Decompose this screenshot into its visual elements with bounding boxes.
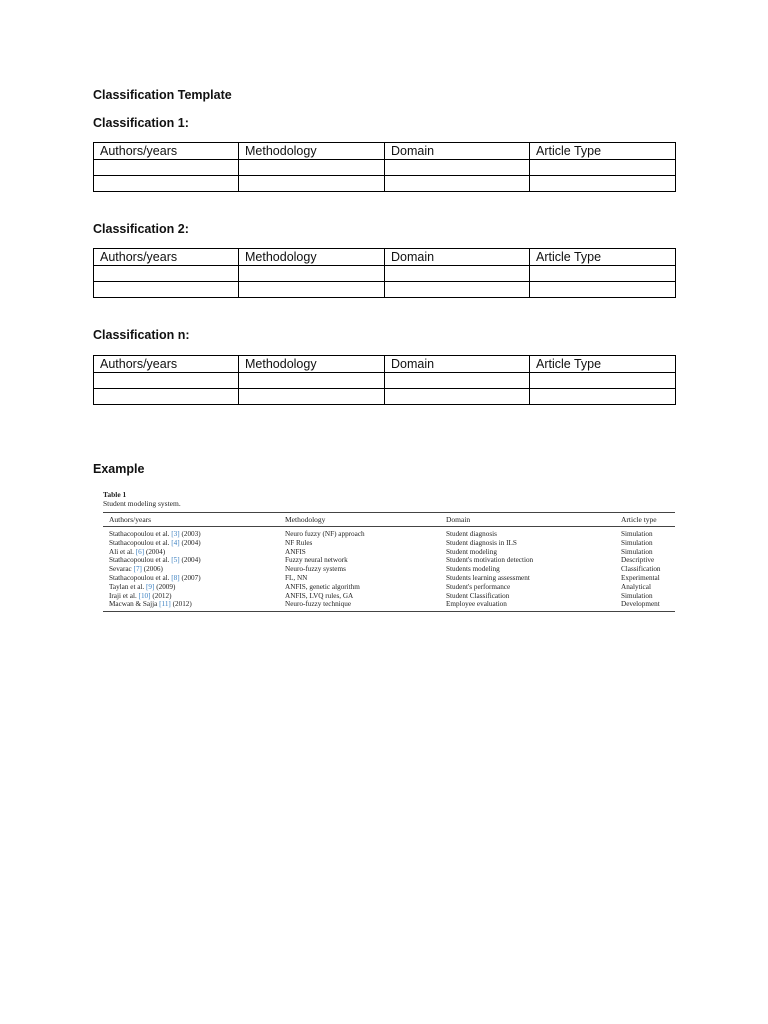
example-table [103,512,675,612]
column-header-methodology: Methodology [239,143,385,160]
example-cell-article-type: Development [621,600,660,609]
table-header-row [94,143,676,160]
reference-link[interactable]: [6] [135,547,145,556]
classification-2-table [93,248,676,298]
example-cell-domain: Student modeling [446,547,497,556]
example-row [103,565,675,574]
column-header-domain: Domain [385,143,530,160]
example-cell-methodology: Neuro-fuzzy technique [285,600,352,609]
example-cell-author [103,565,279,574]
example-row [103,574,675,583]
example-table-body [103,527,675,612]
author-year: (2012) [152,591,172,600]
table-row [94,282,676,298]
example-row [103,548,675,557]
author-year: (2004) [145,547,166,556]
table-cell[interactable] [385,266,530,282]
classification-1-table [93,142,676,192]
author-name: Ali et al. [109,547,134,556]
table-cell[interactable] [94,176,239,192]
example-column-header-domain: Domain [440,513,615,527]
table-row [94,160,676,176]
column-header-methodology: Methodology [239,249,385,266]
table-cell[interactable] [385,282,530,298]
column-header-authors: Authors/years [94,249,239,266]
reference-link[interactable]: [4] [171,538,180,547]
example-cell-methodology: FL, NN [285,573,308,582]
author-name: Sevarac [109,565,132,574]
reference-link[interactable]: [10] [138,591,151,600]
example-cell-methodology: Neuro-fuzzy systems [285,565,346,574]
example-cell-methodology: Neuro fuzzy (NF) approach [285,530,365,538]
author-name: Stathacopoulou et al. [109,538,170,547]
author-name: Iraji et al. [109,591,137,600]
column-header-article-type: Article Type [530,356,676,373]
author-year: (2012) [172,600,192,609]
table-cell[interactable] [94,373,239,389]
example-cell-methodology: Fuzzy neural network [285,556,348,565]
classification-n-table [93,355,676,405]
example-cell-domain: Student diagnosis in ILS [446,538,517,547]
table-cell[interactable] [239,176,385,192]
example-cell-author [103,583,279,592]
author-year: (2003) [181,530,201,538]
example-cell-author [103,600,279,611]
classification-2-label: Classification 2: [93,222,189,236]
example-cell-methodology: ANFIS, genetic algorithm [285,582,360,591]
column-header-methodology: Methodology [239,356,385,373]
example-cell-domain: Students modeling [446,565,500,574]
example-cell-domain: Students learning assessment [446,573,530,582]
reference-link[interactable]: [5] [171,556,180,565]
example-cell-author [103,527,279,539]
author-year: (2006) [143,565,163,574]
example-cell-article-type: Classification [621,565,661,574]
table-cell[interactable] [530,389,676,405]
table-cell[interactable] [239,282,385,298]
example-cell-article-type: Simulation [621,538,653,547]
example-heading: Example [93,462,145,476]
table-header-row [94,249,676,266]
classification-1-label: Classification 1: [93,116,189,130]
table-cell[interactable] [385,176,530,192]
example-cell-article-type: Simulation [621,547,653,556]
example-cell-domain: Student Classification [446,591,510,600]
table-cell[interactable] [385,389,530,405]
table-cell[interactable] [530,176,676,192]
table-cell[interactable] [385,373,530,389]
table-row [94,266,676,282]
example-column-header-methodology: Methodology [279,513,440,527]
example-cell-article-type: Simulation [621,530,653,538]
example-cell-article-type: Simulation [621,591,653,600]
reference-link[interactable]: [9] [146,582,155,591]
author-year: (2004) [181,538,201,547]
classification-n-label: Classification n: [93,328,190,342]
author-year: (2007) [181,573,201,582]
example-row [103,539,675,548]
reference-link[interactable]: [11] [159,600,171,609]
example-cell-author [103,556,279,565]
reference-link[interactable]: [3] [171,530,180,538]
example-cell-author [103,574,279,583]
example-cell-methodology: NF Rules [285,538,313,547]
column-header-authors: Authors/years [94,143,239,160]
example-row [103,592,675,601]
example-cell-author [103,548,279,557]
reference-link[interactable]: [7] [133,565,142,574]
table-cell[interactable] [94,160,239,176]
example-table-label: Table 1 [103,490,127,499]
table-cell[interactable] [530,373,676,389]
example-cell-domain: Student diagnosis [446,530,497,538]
table-cell[interactable] [239,160,385,176]
table-cell[interactable] [239,389,385,405]
column-header-domain: Domain [385,249,530,266]
example-cell-article-type: Experimental [621,573,660,582]
example-header-row [103,513,675,527]
table-row [94,373,676,389]
example-column-header-authors: Authors/years [103,513,279,527]
table-cell[interactable] [530,282,676,298]
table-cell[interactable] [239,373,385,389]
author-name: Taylan et al. [109,582,145,591]
example-cell-author [103,539,279,548]
example-row [103,583,675,592]
author-name: Stathacopoulou et al. [109,530,170,538]
example-table-caption: Student modeling system. [103,499,181,508]
table-cell[interactable] [94,282,239,298]
example-cell-domain: Student's performance [446,582,511,591]
example-cell-author [103,592,279,601]
example-table-figure [103,490,675,612]
column-header-article-type: Article Type [530,249,676,266]
table-cell[interactable] [530,266,676,282]
table-header-row [94,356,676,373]
table-row [94,176,676,192]
example-row [103,600,675,611]
column-header-authors: Authors/years [94,356,239,373]
table-cell[interactable] [239,266,385,282]
document-title: Classification Template [93,88,232,102]
column-header-article-type: Article Type [530,143,676,160]
table-cell[interactable] [94,266,239,282]
reference-link[interactable]: [8] [171,573,180,582]
author-name: Stathacopoulou et al. [109,556,170,565]
table-cell[interactable] [385,160,530,176]
author-name: Stathacopoulou et al. [109,573,170,582]
table-row [94,389,676,405]
author-year: (2009) [156,582,176,591]
column-header-domain: Domain [385,356,530,373]
example-cell-methodology: ANFIS [285,547,306,556]
example-cell-article-type: Descriptive [621,556,655,565]
table-cell[interactable] [94,389,239,405]
example-cell-domain: Employee evaluation [446,600,507,609]
example-cell-article-type: Analytical [621,582,651,591]
table-cell[interactable] [530,160,676,176]
author-name: Macwan & Sajja [109,600,158,609]
example-column-header-article-type: Article type [615,513,675,527]
example-cell-domain: Student's motivation detection [446,556,534,565]
example-row [103,556,675,565]
example-cell-methodology: ANFIS, LVQ rules, GA [285,591,354,600]
example-row [103,527,675,539]
author-year: (2004) [181,556,201,565]
